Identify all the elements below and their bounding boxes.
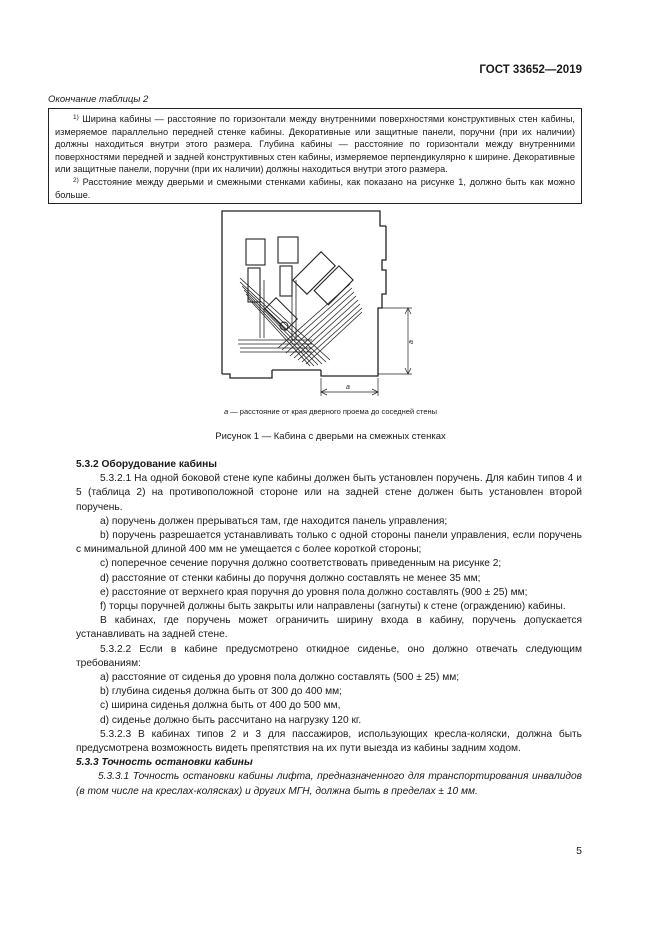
legend-letter: a bbox=[223, 407, 229, 416]
section-body bbox=[76, 458, 582, 799]
list-item: a) расстояние от сиденья до уровня пола должно составлять (500 ± 25) мм; bbox=[100, 672, 460, 684]
paragraph-5322: 5.3.2.2 Если в кабине предусмотрено откидное сиденье, оно должно отвечать следующим требованиям: bbox=[76, 643, 582, 669]
figure-legend bbox=[0, 407, 661, 416]
document-code-header: ГОСТ 33652—2019 bbox=[479, 64, 582, 76]
list-item: b) глубина сиденья должна быть от 300 до 400 мм; bbox=[100, 686, 342, 698]
dimension-label-vertical: a bbox=[408, 340, 415, 344]
table-note bbox=[55, 176, 575, 201]
list-item: a) поручень должен прерываться там, где находится панель управления; bbox=[100, 515, 448, 527]
page-number: 5 bbox=[576, 845, 582, 857]
paragraph-5323: 5.3.2.3 В кабинах типов 2 и 3 для пассажиров, использующих кресла-коляски, должна быть предусмотрена возможность видеть препятствия на их пути выезда из кабины задним ходом. bbox=[76, 728, 582, 755]
section-heading-532: 5.3.2 Оборудование кабины bbox=[76, 459, 217, 470]
paragraph-cabins: В кабинах, где поручень может ограничить ширину входа в кабину, поручень допускается устанавливать на задней стене. bbox=[76, 615, 582, 641]
legend-text: — расстояние от края дверного проема до соседней стены bbox=[228, 407, 438, 416]
table-notes-box bbox=[48, 108, 582, 204]
note-marker: 1) bbox=[73, 114, 79, 121]
section-heading-533: 5.3.3 Точность остановки кабины bbox=[76, 757, 253, 769]
note-text: Расстояние между дверьми и смежными стенками кабины, как показано на рисунке 1, должно быть как можно больше. bbox=[55, 176, 575, 200]
table-continuation-label: Окончание таблицы 2 bbox=[48, 94, 149, 105]
list-item: d) сиденье должно быть рассчитано на нагрузку 120 кг. bbox=[100, 714, 362, 726]
figure-cabin-adjacent-doors bbox=[200, 208, 440, 398]
list-item: c) поперечное сечение поручня должно соответствовать приведенным на рисунке 2; bbox=[100, 558, 502, 570]
cabin-plan-drawing bbox=[200, 208, 440, 398]
table-note bbox=[55, 113, 575, 176]
note-marker: 2) bbox=[73, 176, 79, 184]
list-item: d) расстояние от стенки кабины до поручня должно составлять не менее 35 мм; bbox=[100, 572, 481, 584]
door-panels bbox=[246, 237, 353, 305]
list-item: b) поручень разрешается устанавливать только с одной стороны панели управления, если поручень с минимальной длиной 400 мм не умещается с более короткой стороны; bbox=[76, 530, 582, 556]
figure-caption: Рисунок 1 — Кабина с дверьми на смежных стенках bbox=[215, 431, 446, 442]
list-item: c) ширина сиденья должна быть от 400 до 500 мм, bbox=[100, 700, 341, 712]
dimension-label-horizontal: a bbox=[346, 384, 350, 391]
paragraph-5331: 5.3.3.1 Точность остановки кабины лифта, предназначенного для транспортирования инвалидов (в том числе на креслах-колясках) и других МГН, должна быть в пределах ± 10 мм. bbox=[76, 771, 582, 797]
note-text: Ширина кабины — расстояние по горизонтали между внутренними поверхностями конструктивных стен кабины, измеряемое параллельно передней стенке кабины. Декоративные или защитные панели, поручни (при их наличии) должны находиться внутри этого размера. Глубина кабины — расстояние по горизонтали между внутренними поверхностями передней и задней конструктивных стен кабины, измеряемое перпендикулярно к ширине. Декоративные или защитные панели, поручни (при их наличии) должны находиться внутри этого размера. bbox=[55, 114, 575, 175]
paragraph-5321: 5.3.2.1 На одной боковой стене купе кабины должен быть установлен поручень. Для кабин типов 4 и 5 (таблица 2) на противоположной стороне или на задней стене должен быть установлен второй поручень. bbox=[76, 473, 582, 513]
list-item: e) расстояние от верхнего края поручня до уровня пола должно составлять (900 ± 25) мм; bbox=[100, 586, 528, 598]
list-item: f) торцы поручней должны быть закрыты или направлены (загнуты) к стене (ограждению) кабины. bbox=[100, 601, 566, 613]
